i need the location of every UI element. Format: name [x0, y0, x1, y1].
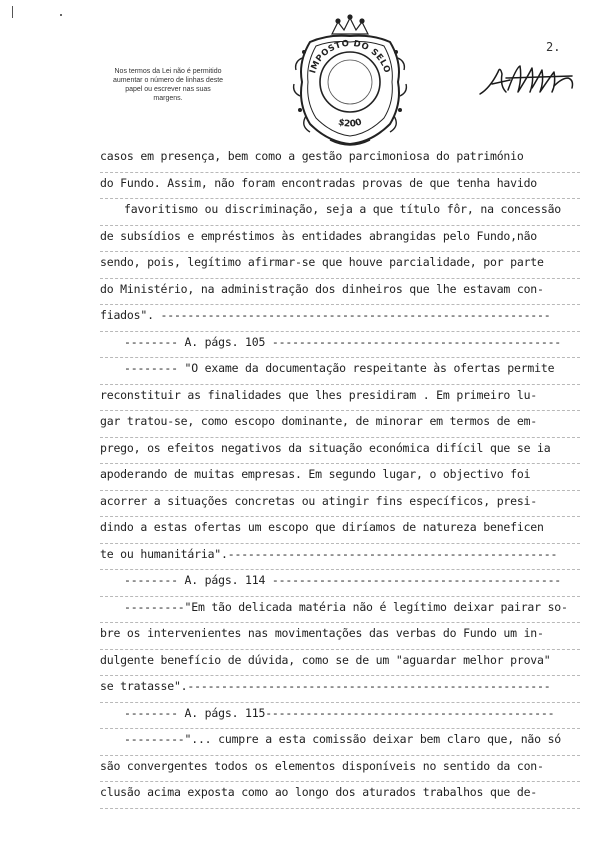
citation-heading: -------- A. págs. 115------------------------------------------- — [100, 703, 580, 730]
text-line: do Fundo. Assim, não foram encontradas provas de que tenha havido — [100, 173, 580, 200]
text-line: prego, os efeitos negativos da situação económica difícil que se ia — [100, 438, 580, 465]
document-body — [100, 146, 580, 809]
margin-tick — [12, 6, 13, 18]
seal-value-text: $200 — [336, 117, 364, 130]
text-line: apoderando de muitas empresas. Em segundo lugar, o objectivo foi — [100, 464, 580, 491]
page-number: 2. — [546, 40, 561, 54]
text-line: reconstituir as finalidades que lhes presidiram . Em primeiro lu- — [100, 385, 580, 412]
text-line: dulgente benefício de dúvida, como se de um "aguardar melhor prova" — [100, 650, 580, 677]
stamp-paper-notice: Nos termos da Lei não é permitido aumentar o número de linhas deste papel ou escrever nas suas margens. — [112, 68, 224, 102]
text-line: ---------"... cumpre a esta comissão deixar bem claro que, não só — [100, 729, 580, 756]
seal-top-text: IMPOSTO DO SELO — [308, 38, 392, 75]
text-line: -------- "O exame da documentação respeitante às ofertas permite — [100, 358, 580, 385]
tax-seal-icon — [280, 12, 420, 152]
text-line: bre os intervenientes nas movimentações das verbas do Fundo um in- — [100, 623, 580, 650]
margin-dot — [60, 14, 62, 16]
text-line: gar tratou-se, como escopo dominante, de minorar em termos de em- — [100, 411, 580, 438]
text-line: acorrer a situações concretas ou atingir fins específicos, presi- — [100, 491, 580, 518]
text-line: clusão acima exposta como ao longo dos aturados trabalhos que de- — [100, 782, 580, 809]
handwritten-signature — [476, 58, 580, 102]
citation-heading: -------- A. págs. 105 ------------------------------------------- — [100, 332, 580, 359]
text-line: favoritismo ou discriminação, seja a que título fôr, na concessão — [100, 199, 580, 226]
text-line: te ou humanitária".------------------------------------------------- — [100, 544, 580, 571]
text-line: são convergentes todos os elementos disponíveis no sentido da con- — [100, 756, 580, 783]
text-line: se tratasse".------------------------------------------------------ — [100, 676, 580, 703]
text-line: ---------"Em tão delicada matéria não é legítimo deixar pairar so- — [100, 597, 580, 624]
text-line: casos em presença, bem como a gestão parcimoniosa do património — [100, 146, 580, 173]
text-line: fiados". ---------------------------------------------------------- — [100, 305, 580, 332]
citation-heading: -------- A. págs. 114 ------------------------------------------- — [100, 570, 580, 597]
text-line: dindo a estas ofertas um escopo que diríamos de natureza beneficen — [100, 517, 580, 544]
text-line: do Ministério, na administração dos dinheiros que lhe estavam con- — [100, 279, 580, 306]
text-line: de subsídios e empréstimos às entidades abrangidas pelo Fundo,não — [100, 226, 580, 253]
svg-text:$200 — [337, 118, 363, 130]
text-line: sendo, pois, legítimo afirmar-se que houve parcialidade, por parte — [100, 252, 580, 279]
